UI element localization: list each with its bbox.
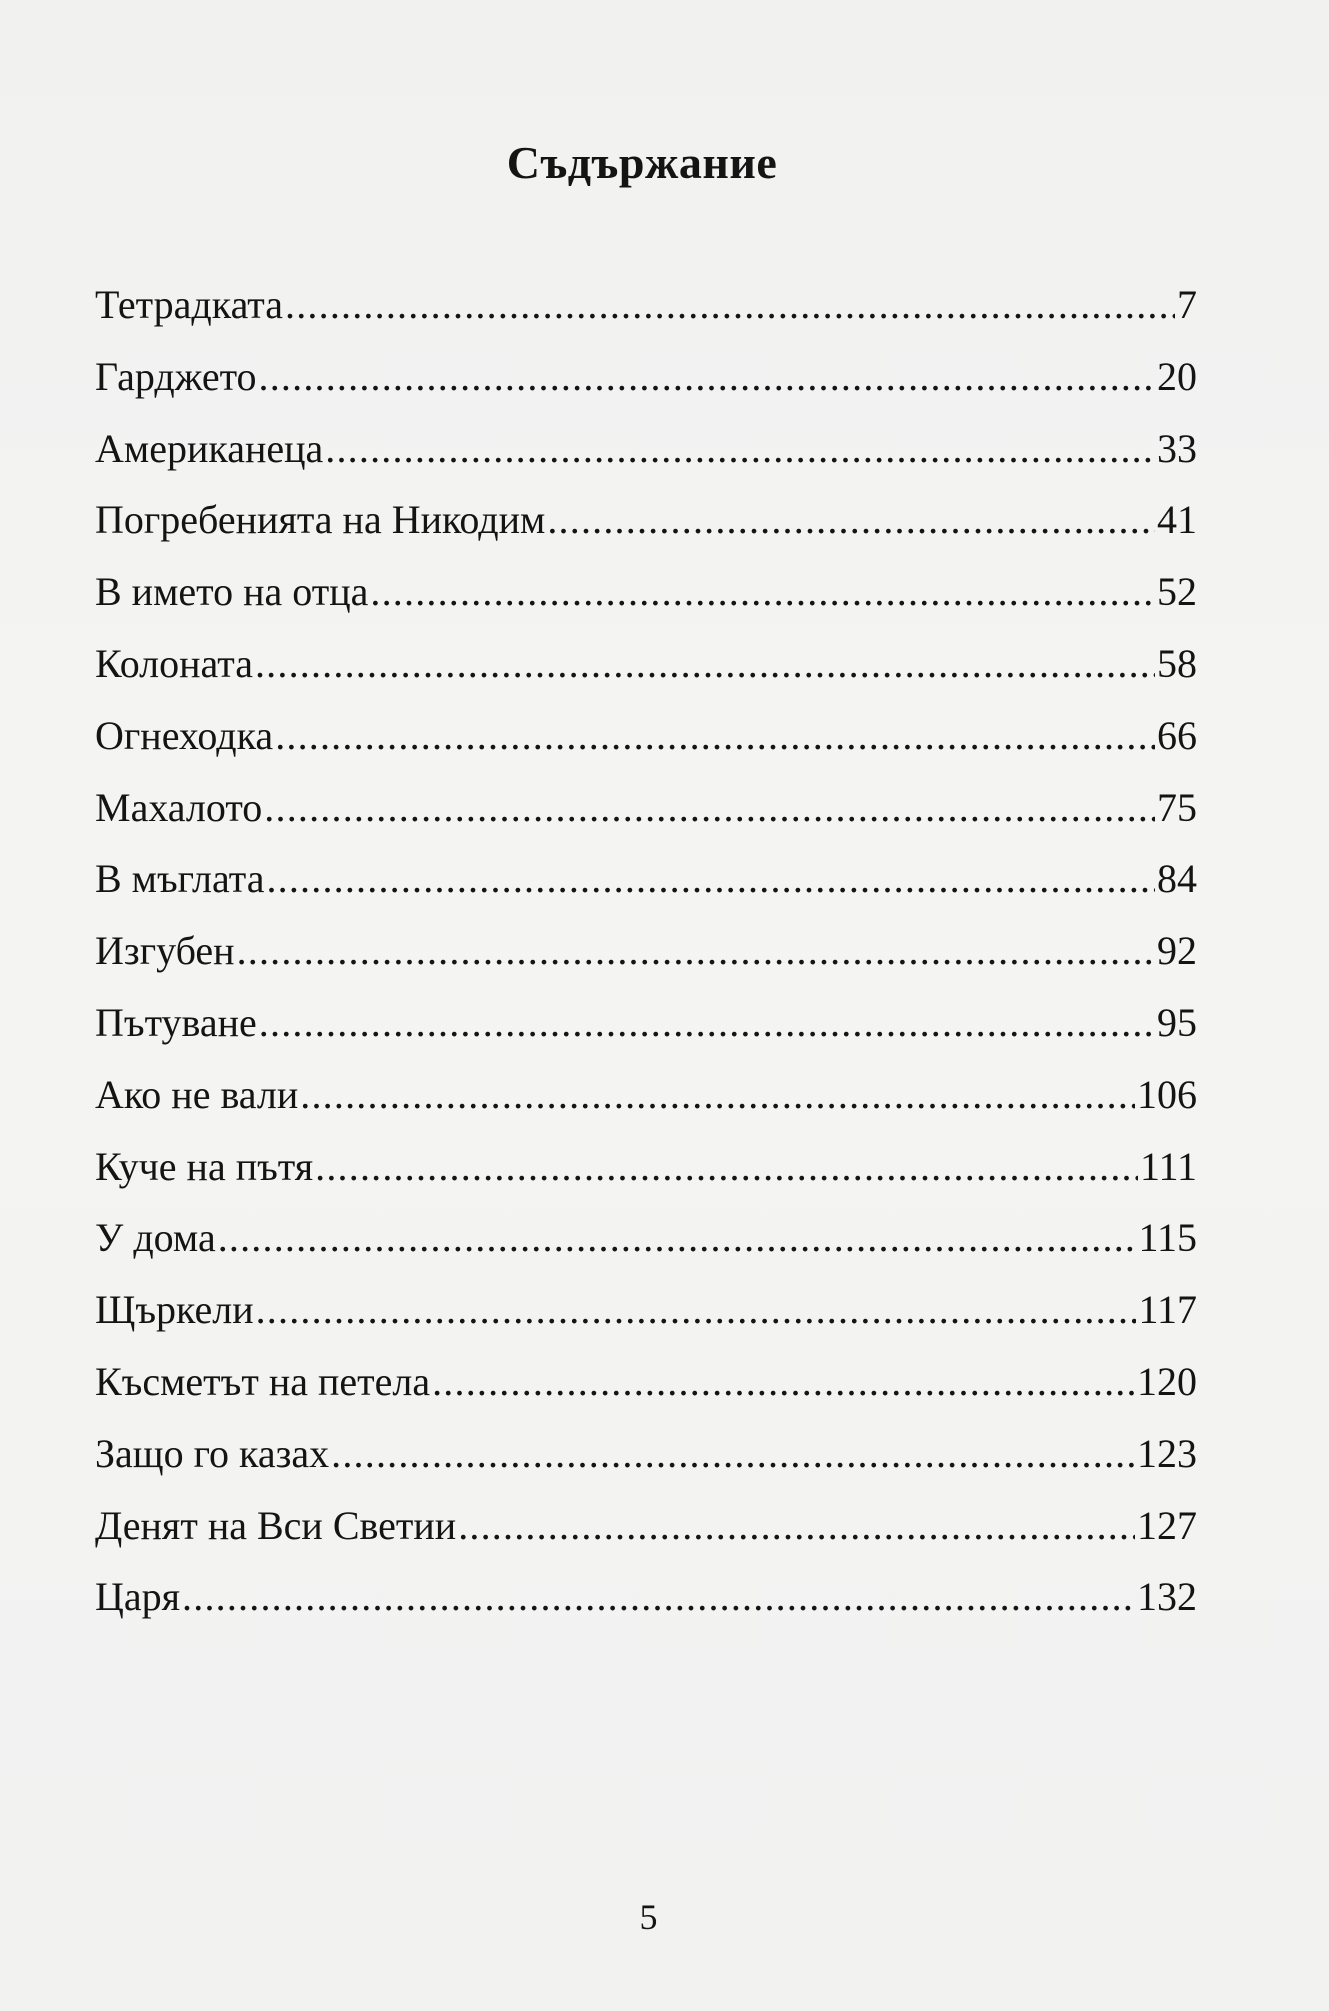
toc-entry-title: Пътуване bbox=[95, 999, 257, 1045]
dot-leader bbox=[259, 347, 1155, 407]
toc-entry bbox=[95, 347, 1197, 419]
toc-entry bbox=[95, 993, 1197, 1065]
toc-entry bbox=[95, 634, 1197, 706]
dot-leader bbox=[285, 275, 1175, 335]
toc-entry-title: Гарджето bbox=[95, 353, 257, 399]
dot-leader bbox=[331, 1424, 1135, 1484]
dot-leader bbox=[325, 419, 1155, 479]
toc-entry-title: Огнеходка bbox=[95, 712, 274, 758]
dot-leader bbox=[256, 1280, 1137, 1340]
toc-entry bbox=[95, 1352, 1197, 1424]
toc-entry-title: Махалото bbox=[95, 784, 263, 830]
dot-leader bbox=[218, 1208, 1137, 1268]
toc-entry-title: Денят на Вси Светии bbox=[95, 1502, 457, 1548]
toc-entry-title: В мъглата bbox=[95, 856, 265, 902]
toc-entry-page: 117 bbox=[1138, 1287, 1197, 1333]
dot-leader bbox=[547, 490, 1155, 550]
toc-entry-page: 41 bbox=[1157, 497, 1197, 543]
toc-entry bbox=[95, 706, 1197, 778]
dot-leader bbox=[255, 634, 1155, 694]
toc-entry-title: У дома bbox=[95, 1215, 216, 1261]
toc-entry-page: 75 bbox=[1157, 784, 1197, 830]
toc-entry bbox=[95, 275, 1197, 347]
dot-leader bbox=[275, 706, 1155, 766]
toc-entry-title: Царя bbox=[95, 1574, 181, 1620]
toc-entry bbox=[95, 921, 1197, 993]
dot-leader bbox=[315, 1137, 1138, 1197]
toc-entry bbox=[95, 419, 1197, 491]
toc-entry-title: Ако не вали bbox=[95, 1071, 299, 1117]
toc-entry bbox=[95, 1137, 1197, 1209]
toc-entry bbox=[95, 1208, 1197, 1280]
page-number: 5 bbox=[639, 1897, 658, 1937]
toc-entry-page: 132 bbox=[1137, 1574, 1197, 1620]
toc-entry-page: 33 bbox=[1157, 425, 1197, 471]
toc-entry-page: 92 bbox=[1157, 928, 1197, 974]
dot-leader bbox=[300, 1065, 1135, 1125]
toc-entry bbox=[95, 1424, 1197, 1496]
toc-entry bbox=[95, 1280, 1197, 1352]
toc-entry-page: 7 bbox=[1177, 282, 1197, 327]
toc-entry bbox=[95, 778, 1197, 850]
dot-leader bbox=[259, 993, 1155, 1053]
toc-entry bbox=[95, 849, 1197, 921]
toc-entry bbox=[95, 490, 1197, 562]
dot-leader bbox=[458, 1496, 1135, 1556]
toc-entry bbox=[95, 1065, 1197, 1137]
toc-entry-page: 58 bbox=[1157, 640, 1197, 686]
toc-entry-page: 106 bbox=[1137, 1071, 1197, 1117]
toc-entry-title: Тетрадката bbox=[95, 282, 284, 327]
toc-entry-page: 123 bbox=[1137, 1430, 1197, 1476]
dot-leader bbox=[237, 921, 1155, 981]
toc-entry-title: Американеца bbox=[95, 425, 324, 471]
toc-entry bbox=[95, 562, 1197, 634]
dot-leader bbox=[264, 778, 1155, 838]
toc-entry-page: 84 bbox=[1157, 856, 1197, 902]
toc-entry-title: Защо го казах bbox=[95, 1430, 330, 1476]
dot-leader bbox=[432, 1352, 1135, 1412]
toc-entry-page: 120 bbox=[1137, 1358, 1197, 1404]
dot-leader bbox=[370, 562, 1155, 622]
toc-entry-page: 66 bbox=[1157, 712, 1197, 758]
toc-entry-page: 52 bbox=[1157, 569, 1197, 615]
toc-entry-page: 95 bbox=[1157, 999, 1197, 1045]
toc-entry-title: Късметът на петела bbox=[95, 1358, 431, 1404]
toc-entry-page: 20 bbox=[1157, 353, 1197, 399]
toc-entry-title: В името на отца bbox=[95, 569, 369, 615]
toc-entry-page: 127 bbox=[1137, 1502, 1197, 1548]
toc-heading: Съдържание bbox=[506, 137, 778, 188]
toc-entry-title: Изгубен bbox=[95, 928, 235, 974]
toc-entry-page: 115 bbox=[1138, 1215, 1197, 1261]
toc-entry bbox=[95, 1567, 1197, 1639]
toc-entry-title: Куче на пътя bbox=[95, 1143, 314, 1189]
toc-list bbox=[95, 275, 1197, 1639]
toc-entry-title: Погребенията на Никодим bbox=[95, 497, 546, 543]
toc-entry-title: Щъркели bbox=[95, 1287, 254, 1333]
dot-leader bbox=[266, 849, 1155, 909]
toc-entry-page: 111 bbox=[1139, 1143, 1197, 1189]
toc-entry bbox=[95, 1496, 1197, 1568]
toc-entry-title: Колоната bbox=[95, 640, 253, 686]
dot-leader bbox=[182, 1567, 1135, 1627]
